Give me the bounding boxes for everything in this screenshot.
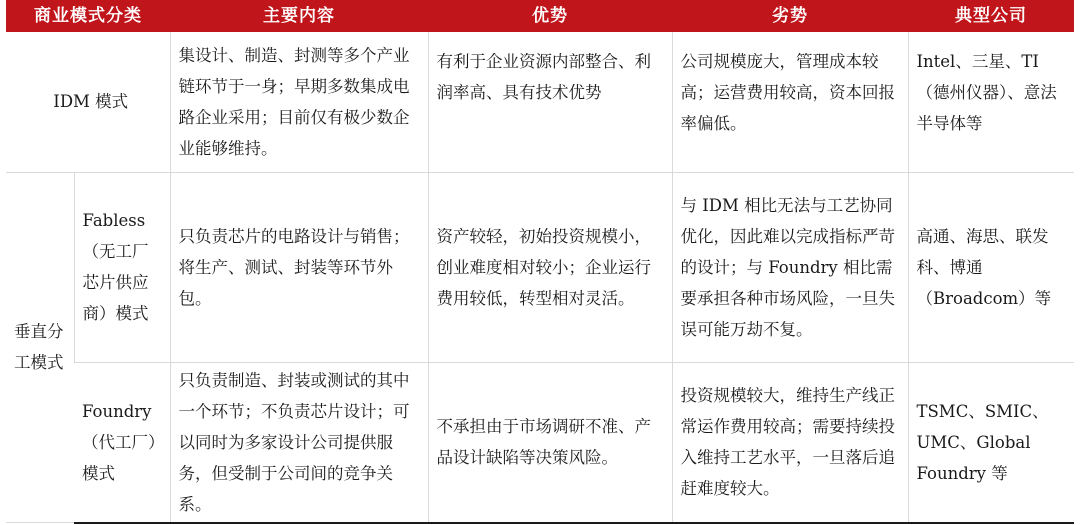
- disadvantage-text-idm: 公司规模庞大，管理成本较高；运营费用较高，资本回报率偏低。: [680, 52, 895, 133]
- header-disadvantage: 劣势: [672, 0, 908, 32]
- content-text-foundry: 只负责制造、封装或测试的其中一个环节；不负责芯片设计；可以同时为多家设计公司提供服务，但受制于公司间的竞争关系。: [178, 370, 410, 514]
- advantage-text-fabless: 资产较轻，初始投资规模小，创业难度相对较小；企业运行费用较低，转型相对灵活。: [436, 226, 651, 308]
- content-text-fabless: 只负责芯片的电路设计与销售；将生产、测试、封装等环节外包。: [178, 226, 410, 308]
- advantage-text-idm: 有利于企业资源内部整合、利润率高、具有技术优势: [436, 52, 651, 102]
- model-cell-idm: [6, 32, 170, 172]
- disadvantage-text-foundry: 投资规模较大，维持生产线正常运作费用较高；需要持续投入维持工艺水平，一旦落后追赶难度较大。: [680, 386, 895, 498]
- table-row-fabless: [6, 172, 1074, 362]
- header-model-category: 商业模式分类: [6, 0, 170, 32]
- table-row-foundry: [6, 362, 1074, 523]
- advantage-cell-fabless: [428, 172, 672, 362]
- companies-text-fabless: 高通、海思、联发科、博通（Broadcom）等: [916, 226, 1052, 308]
- disadvantage-text-fabless: 与 IDM 相比无法与工艺协同优化，因此难以完成指标严苛的设计；与 Foundry 相比需要承担各种市场风险，一旦失误可能万劫不复。: [680, 195, 895, 339]
- model-label-idm: IDM 模式: [53, 92, 129, 112]
- content-cell-idm: [170, 32, 428, 172]
- header-typical-companies: 典型公司: [908, 0, 1074, 32]
- companies-text-foundry: TSMC、SMIC、UMC、Global Foundry 等: [916, 401, 1049, 483]
- companies-cell-idm: [908, 32, 1074, 172]
- companies-cell-foundry: [908, 362, 1074, 523]
- header-row: [6, 0, 1074, 32]
- vertical-division-label: 垂直分工模式: [14, 322, 64, 373]
- advantage-cell-idm: [428, 32, 672, 172]
- table-row-idm: [6, 32, 1074, 172]
- companies-cell-fabless: [908, 172, 1074, 362]
- content-cell-foundry: [170, 362, 428, 523]
- model-cell-fabless: [74, 172, 170, 362]
- disadvantage-cell-foundry: [672, 362, 908, 523]
- model-label-foundry: Foundry（代工厂）模式: [82, 401, 157, 483]
- advantage-text-foundry: 不承担由于市场调研不准、产品设计缺陷等决策风险。: [436, 417, 651, 467]
- business-model-table: [6, 0, 1074, 524]
- model-cell-foundry: [74, 362, 170, 523]
- vertical-division-group-cell: [6, 172, 74, 523]
- advantage-cell-foundry: [428, 362, 672, 523]
- companies-text-idm: Intel、三星、TI（德州仪器）、意法半导体等: [916, 52, 1057, 133]
- disadvantage-cell-fabless: [672, 172, 908, 362]
- model-label-fabless: Fabless（无工厂芯片供应商）模式: [82, 211, 149, 323]
- header-main-content: 主要内容: [170, 0, 428, 32]
- content-text-idm: 集设计、制造、封测等多个产业链环节于一身；早期多数集成电路企业采用；目前仅有极少数企业能够维持。: [178, 45, 410, 158]
- disadvantage-cell-idm: [672, 32, 908, 172]
- header-advantage: 优势: [428, 0, 672, 32]
- content-cell-fabless: [170, 172, 428, 362]
